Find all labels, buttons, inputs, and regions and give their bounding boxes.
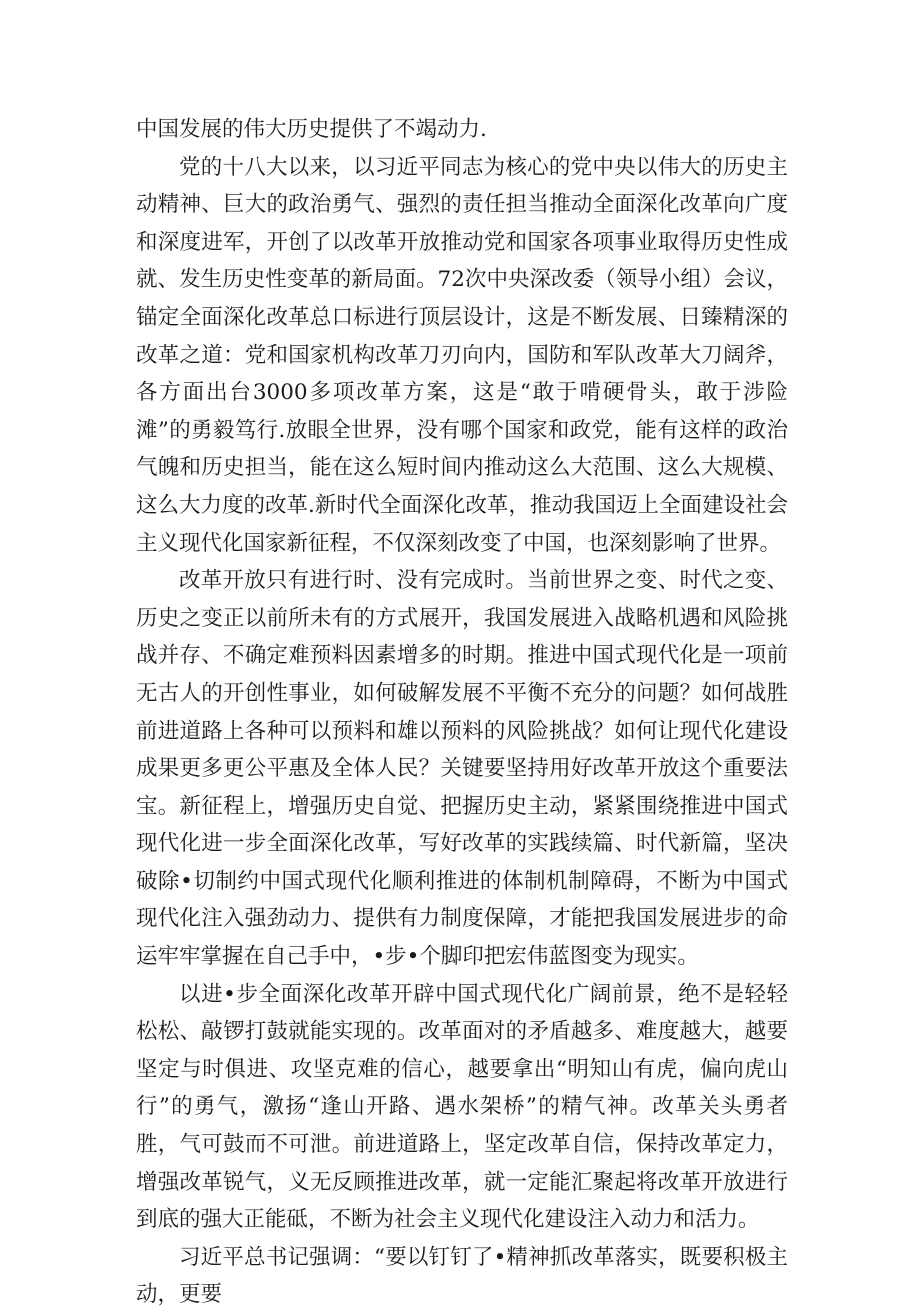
paragraph-reform-courage: 以进•步全面深化改革开辟中国式现代化广阔前景，绝不是轻轻松松、敲锣打鼓就能实现的。改革面对的矛盾越多、难度越大，越要坚定与时俱进、攻坚克难的信心，越要拿出“明知山有虎，偏向虎山行”的勇气，激扬“逢山开路、遇水架桥”的精气神。改革关头勇者胜，气可鼓而不可泄。前进道路上，坚定改革自信，保持改革定力，增强改革锐气，义无反顾推进改革，就一定能汇聚起将改革开放进行到底的强大正能砥，不断为社会主义现代化建设注入动力和活力。 (136, 981, 788, 1233)
document-body (136, 111, 788, 1314)
paragraph-continuation: 中国发展的伟大历史提供了不竭动力. (136, 117, 487, 142)
paragraph-reform-implementation: 习近平总书记强调：“要以钉钉了•精神抓改革落实，既要积极主动，更要 (136, 1244, 788, 1308)
paragraph-reform-ongoing: 改革开放只有进行时、没有完成时。当前世界之变、时代之变、历史之变正以前所未有的方式展开，我国发展进入战略机遇和风险挑战并存、不确定难预料因素增多的时期。推进中国式现代化是一项前无古人的开创性事业，如何破解发展不平衡不充分的问题？如何战胜前进道路上各种可以预料和雄以预料的风险挑战？如何让现代化建设成果更多更公平惠及全体人民？关键要坚持用好改革开放这个重要法宝。新征程上，增强历史自觉、把握历史主动，紧紧围绕推进中国式现代化进一步全面深化改革，写好改革的实践续篇、时代新篇，坚决破除•切制约中国式现代化顺利推进的体制机制障碍，不断为中国式现代化注入强劲动力、提供有力制度保障，才能把我国发展进步的命运牢牢掌握在自己手中，•步•个脚印把宏伟蓝图变为现实。 (136, 568, 788, 970)
paragraph-reform-achievements: 党的十八大以来，以习近平同志为核心的党中央以伟大的历史主动精神、巨大的政治勇气、强烈的责任担当推动全面深化改革向广度和深度进军，开创了以改革开放推动党和国家各项事业取得历史性成就、发生历史性变革的新局面。72次中央深改委（领导小组）会议，锚定全面深化改革总口标进行顶层设计，这是不断发展、日臻精深的改革之道：党和国家机构改革刀刃向内，国防和军队改革大刀阔斧，各方面出台3000多项改革方案，这是“敢于啃硬骨头，敢于涉险滩”的勇毅笃行.放眼全世界，没有哪个国家和政党，能有这样的政治气魄和历史担当，能在这么短时间内推动这么大范围、这么大规模、这么大力度的改革.新时代全面深化改革，推动我国迈上全面建设社会主义现代化国家新征程，不仅深刻改变了中国，也深刻影响了世界。 (136, 154, 788, 556)
